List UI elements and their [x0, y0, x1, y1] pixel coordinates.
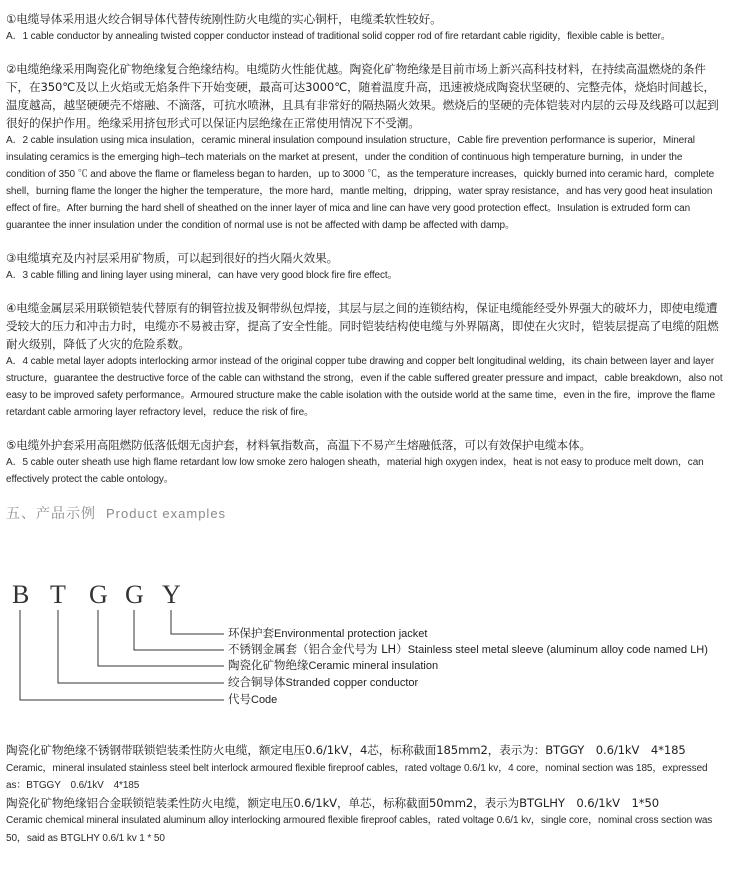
feature-1: [6, 10, 724, 45]
example-1-en: Ceramic，mineral insulated stainless steel belt interlock armoured flexible fireproof cables，rated voltage 0.6/1 kv，4 core，nominal section was 185，expressed as：BTGGY 0.6/1kV 4*185: [6, 762, 708, 791]
label-insulation-zh: 陶瓷化矿物绝缘: [228, 658, 309, 672]
label-insulation: [228, 657, 438, 673]
examples-section: [6, 742, 724, 847]
label-jacket: [228, 625, 427, 641]
feature-4-zh: ④电缆金属层采用联锁铠装代替原有的铜管拉拔及铜带纵包焊接，其层与层之间的连锁结构，保证电缆能经受外界强大的破坏力，即使电缆遭受较大的压力和冲击力时，电缆亦不易被击穿，提高了安全性能。同时铠装结构使电缆与外界隔离，即使在火灾时，铠装层提高了电缆的阻燃耐火级别，降低了火灾的危险系数。: [6, 301, 719, 351]
label-code-zh: 代号: [228, 692, 251, 706]
label-code-en: Code: [251, 694, 278, 706]
feature-4: [6, 299, 724, 421]
label-jacket-en: Environmental protection jacket: [274, 628, 428, 640]
label-code: [228, 691, 277, 707]
feature-5-en: A．5 cable outer sheath use high flame retardant low low smoke zero halogen sheath，material high oxygen index，heat is not easy to produce melt down，can effectively protect the cable ontology。: [6, 457, 704, 485]
code-letter-y: Y: [162, 580, 181, 609]
example-2-en: Ceramic chemical mineral insulated aluminum alloy interlocking armoured flexible fireproof cables，rated voltage 0.6/1 kv，single core，nominal cross section was 50，said as BTGLHY 0.6/1 kv 1 * 50: [6, 815, 713, 844]
feature-5-zh: ⑤电缆外护套采用高阻燃防低落低烟无卤护套，材料氧指数高，高温下不易产生熔融低落，可以有效保护电缆本体。: [6, 438, 591, 452]
feature-5: [6, 436, 724, 488]
label-jacket-zh: 环保护套: [228, 626, 274, 640]
feature-4-en: A．4 cable metal layer adopts interlocking armor instead of the original copper tube drawing and copper belt longitudinal welding，its chain between layer and layer structure，guarantee the destructive force of the cable can withstand the strong，even if the cable suffered greater pressure and impact，cable breakdown，also not easy to be improved safety performance。Armoured structure make the cable isolation with the outside world at the same time，even in the fire，improve the flame retardant cable armoring layer refractory level，reduce the risk of fire。: [6, 356, 723, 418]
code-letter-t: T: [50, 580, 66, 609]
label-conductor-zh: 绞合铜导体: [228, 675, 286, 689]
label-sleeve-en: Stainless steel metal sleeve (aluminum alloy code named LH): [407, 644, 708, 656]
feature-3: [6, 249, 724, 284]
feature-1-en: A．1 cable conductor by annealing twisted copper conductor instead of traditional solid copper rod of fire retardant cable rigidity，flexible cable is better。: [6, 31, 671, 42]
code-letter-b: B: [12, 580, 30, 609]
section-title-zh: 五、产品示例: [6, 506, 96, 522]
feature-3-zh: ③电缆填充及内衬层采用矿物质，可以起到很好的挡火隔火效果。: [6, 251, 339, 265]
feature-2-en: A．2 cable insulation using mica insulation，ceramic mineral insulation compound insulation structure，Cable fire prevention performance is superior，Mineral insulating ceramics is the emerging high–tech materials on the market at present，under the condition of continuous high temperature burning，in under the condition of 350 ℃ and above the flame or flameless began to harden，up to 3000 ℃，as the temperature increases，quickly burned into ceramic hard，complete shell，burning flame the longer the higher the temperature，the more hard，mantle melting，dripping，water spray resistance，and has very good heat insulation effect of fire。After burning the hard shell of sheathed on the inner layer of mica and line can have very good protection effect。Insulation is extruded form can guarantee the inner insulation under the condition of normal use is not be affected with damp be affected with damp。: [6, 135, 715, 231]
example-1-zh: 陶瓷化矿物绝缘不锈钢带联锁铠装柔性防火电缆，额定电压0.6/1kV，4芯，标称截面185mm2，表示为：BTGGY 0.6/1kV 4*185: [6, 743, 686, 757]
label-sleeve: [228, 641, 708, 657]
connector-b: [20, 610, 224, 700]
section-title: [6, 503, 724, 523]
model-code-diagram: [6, 580, 726, 710]
connector-g2: [134, 610, 224, 650]
connector-g1: [98, 610, 224, 666]
feature-2-zh: ②电缆绝缘采用陶瓷化矿物绝缘复合绝缘结构。电缆防火性能优越。陶瓷化矿物绝缘是目前市场上新兴高科技材料，在持续高温燃烧的条件下，在350℃及以上火焰或无焰条件下开始变硬，最高可达3000℃，随着温度升高，迅速被烧成陶瓷状坚硬的、完整壳体，烧焰时间越长，温度越高，越坚硬硬壳不熔融、不滴落，可抗水喷淋，且具有非常好的隔热隔火效果。燃烧后的坚硬的壳体铠装对内层的云母及线路可以起到很好的保护作用。绝缘采用挤包形式可以保证内层绝缘在正常使用情况下不受潮。: [6, 62, 719, 130]
label-conductor-en: Stranded copper conductor: [285, 677, 419, 689]
feature-3-en: A．3 cable filling and lining layer using mineral，can have very good block fire fire effect。: [6, 270, 398, 281]
connector-y: [171, 610, 224, 634]
feature-1-zh: ①电缆导体采用退火绞合铜导体代替传统刚性防火电缆的实心铜杆，电缆柔软性较好。: [6, 12, 442, 26]
label-sleeve-zh: 不锈钢金属套（铝合金代号为 LH）: [228, 642, 408, 656]
feature-2: [6, 60, 724, 234]
label-conductor: [228, 674, 418, 690]
example-2-zh: 陶瓷化矿物绝缘铝合金联锁铠装柔性防火电缆，额定电压0.6/1kV，单芯，标称截面50mm2，表示为BTGLHY 0.6/1kV 1*50: [6, 795, 660, 810]
code-letter-g1: G: [89, 580, 108, 609]
label-insulation-en: Ceramic mineral insulation: [308, 660, 439, 672]
code-letter-g2: G: [125, 580, 144, 609]
features-section: [6, 10, 724, 523]
section-title-en: Product examples: [106, 506, 227, 521]
connector-t: [58, 610, 224, 683]
